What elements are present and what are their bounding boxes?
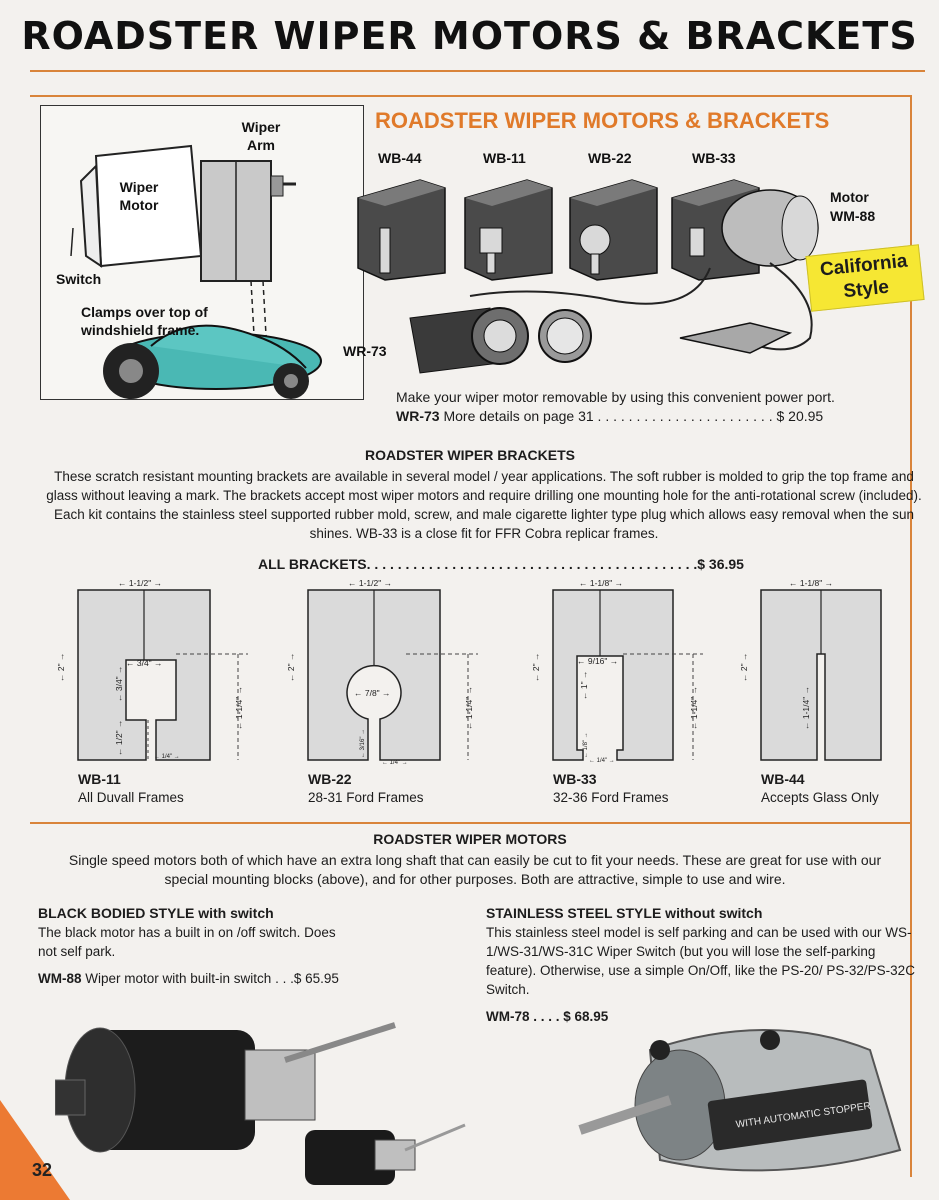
brackets-paragraph: These scratch resistant mounting brackets are available in several model / year applications. The soft rubber is molded to grip the top frame and glass without leaving a mark. The brackets accept most wiper motors and require drilling one mounting hole for the anti-rotational screw (included). Each kit contains the stainless steel supported rubber mold, screw, and male cigarette lighter type plug which allows easy removal when the sun shines. WB-33 is a close fit for FFR Cobra replicar frames. (46, 469, 922, 541)
wb-22-diagram (286, 578, 478, 766)
all-brackets-price: ALL BRACKETS. . . . . . . . . . . . . . . . . . . . . . . . . . . . . . . . . . . . . . . . . . .$ 36.95 (258, 556, 744, 572)
page-corner-tab (0, 1100, 70, 1200)
wb-11-side-dim: ← 2" → (56, 652, 66, 682)
wb-33-label (553, 770, 669, 807)
hero-products-drawing (350, 168, 820, 383)
code-wb-44: WB-44 (378, 150, 422, 166)
wiper-mount-drawing (41, 106, 363, 399)
code-wb-11: WB-11 (483, 150, 526, 166)
california-style-badge: California Style (805, 244, 924, 312)
wb-44-side-dim: ← 2" → (739, 652, 749, 682)
steel-motor-block (486, 905, 918, 1026)
wb-11-desc: All Duvall Frames (78, 790, 184, 805)
steel-motor-text: This stainless steel model is self parking and can be used with our WS-1/WS-31/WS-31C Wiper Switch (but you will lose the self-parking feature). Otherwise, use a simple On/Off, like the PS-20/ PS-32/PS-32C Switch. (486, 925, 915, 997)
wb-44-top-dim: ← 1-1/8" → (789, 578, 834, 588)
wb-22-code: WB-22 (308, 771, 352, 787)
power-port-detail: More details on page 31 . . . . . . . . . . . . . . . . . . . . . . . $ 20.95 (443, 408, 824, 424)
wb-11-code: WB-11 (78, 771, 121, 787)
power-port-code: WR-73 (396, 408, 440, 424)
wb-44-code: WB-44 (761, 771, 805, 787)
hero-title: ROADSTER WIPER MOTORS & BRACKETS (375, 108, 830, 133)
steel-motor-title: STAINLESS STEEL STYLE without switch (486, 905, 763, 921)
wb-11-right-height-dim: ← 1-1/4" → (234, 685, 244, 730)
stainless-motor-photo (570, 1010, 910, 1190)
wb-33-slot-height-dim: ← 1" → (579, 670, 589, 700)
power-port-description: Make your wiper motor removable by using this convenient power port. (396, 389, 835, 405)
wb-11-label (78, 770, 184, 807)
wb-33-small-dim: ← 1/4" → (589, 758, 615, 764)
motors-heading: ROADSTER WIPER MOTORS (373, 831, 567, 847)
wb-22-hole-dim: ← 7/8" → (354, 688, 391, 698)
wb-22-neck-dim: ← 3/16" → (360, 728, 366, 758)
wb-33-slot-width-dim: ← 9/16" → (577, 656, 619, 666)
steel-motor-price-line: . . . . $ 68.95 (533, 1009, 609, 1024)
steel-motor-code: WM-78 (486, 1009, 530, 1024)
wb-11-small-dim: ← 1/4" → (154, 754, 180, 760)
wb-33-top-dim: ← 1-1/8" → (579, 578, 624, 588)
wb-22-side-dim: ← 2" → (286, 652, 296, 682)
bracket-dimension-drawings (56, 574, 896, 774)
wb-22-right-height-dim: ← 1-1/4" → (464, 685, 474, 730)
wb-11-top-dim: ← 1-1/2" → (118, 578, 163, 588)
black-motor-title: BLACK BODIED STYLE with switch (38, 905, 274, 921)
page-number: 32 (32, 1160, 53, 1180)
power-port-blurb (396, 388, 835, 426)
section-divider (30, 822, 912, 824)
wb-11-slot-width-dim: ← 3/4" → (126, 658, 163, 668)
wb-33-code: WB-33 (553, 771, 597, 787)
motor-wm-88-label: Motor WM-88 (830, 189, 876, 224)
wb-33-diagram (531, 578, 703, 764)
wb-33-desc: 32-36 Ford Frames (553, 790, 669, 805)
wiper-arm-label: Wiper Arm (241, 119, 281, 153)
clamps-label: Clamps over top of windshield frame. (81, 304, 208, 338)
brackets-heading: ROADSTER WIPER BRACKETS (364, 447, 575, 463)
switch-label: Switch (56, 271, 102, 287)
black-motor-text: The black motor has a built in on /off switch. Does not self park. (38, 925, 336, 959)
black-motor-code: WM-88 (38, 971, 82, 986)
wb-11-slot-height-dim: ← 3/4" → (114, 665, 124, 702)
black-motor-block (38, 905, 438, 988)
wb-22-desc: 28-31 Ford Frames (308, 790, 424, 805)
wb-33-side-dim: ← 2" → (531, 652, 541, 682)
wb-22-label (308, 770, 424, 807)
wr-73-power-port (410, 308, 790, 373)
wiper-motor-label: Wiper Motor (119, 179, 159, 213)
wb-33-block-with-motor (672, 180, 818, 280)
automatic-stopper-plate: WITH AUTOMATIC STOPPER (735, 1100, 872, 1131)
wb-33-neck-dim: ← 1/8" → (583, 732, 589, 758)
wb-44-desc: Accepts Glass Only (761, 790, 879, 805)
page-title: ROADSTER WIPER MOTORS & BRACKETS (21, 14, 918, 58)
wb-22-top-dim: ← 1-1/2" → (348, 578, 393, 588)
wb-22-block (570, 180, 657, 280)
black-motor-price (38, 969, 438, 988)
title-rule (30, 70, 925, 72)
wiper-diagram-inset (40, 105, 364, 400)
code-wb-33: WB-33 (692, 150, 736, 166)
wb-11-diagram (56, 578, 248, 760)
black-motor-price-line: Wiper motor with built-in switch . . .$ 65.95 (85, 971, 339, 986)
wb-44-right-height-dim: ← 1-1/4" → (801, 685, 811, 730)
motors-paragraph: Single speed motors both of which have an extra long shaft that can easily be cut to fit your needs. These are great for use with our special mounting blocks (above), and for other purposes. Both are attractive, simple to use and wire. (68, 852, 882, 887)
wb-44-label (761, 770, 879, 807)
wb-33-right-height-dim: ← 1-1/4" → (689, 685, 699, 730)
black-motor-photo (55, 1000, 475, 1195)
wb-22-small-dim: ← 1/4" → (382, 760, 408, 766)
power-port-price-line (396, 407, 835, 426)
wb-11-neck-height-dim: ← 1/2" → (114, 719, 124, 756)
wb-44-diagram (739, 578, 881, 760)
wb-11-block (465, 180, 552, 280)
wb-44-block (358, 180, 445, 280)
code-wb-22: WB-22 (588, 150, 632, 166)
code-wr-73: WR-73 (343, 343, 387, 359)
